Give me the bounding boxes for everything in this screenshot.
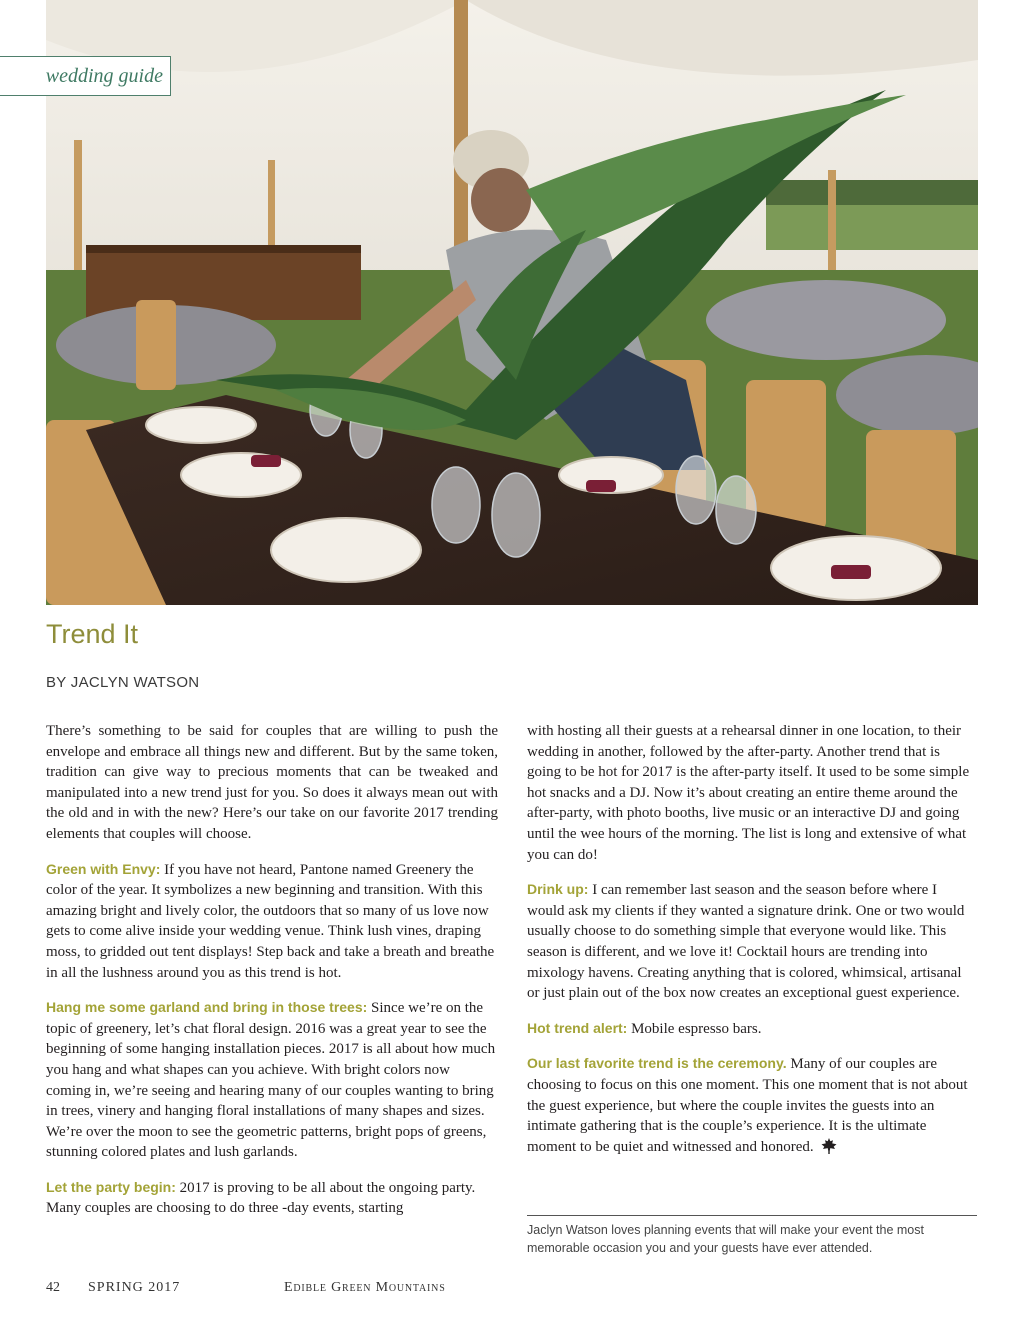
- party-continued-paragraph: with hosting all their guests at a rehearsal dinner in one location, to their wedding in another, followed by the after-party. Another trend that is going to be hot for 2017 is the after-party itself. It used to be some simple hot snacks and a DJ. Now it’s about creating an entire theme around the after-party, with photo booths, live music or an interactive DJ and going until the wee hours of the morning. The list is long and extensive of what you can do!: [527, 723, 970, 863]
- section-tag-label: wedding guide: [45, 64, 163, 87]
- green-heading: Green with Envy:: [46, 860, 161, 877]
- intro-paragraph: There’s something to be said for couples that are willing to push the envelope and embrace all things new and different. But by the same token, tradition can give way to precious moments that can be tweaked and manipulated into a new trend just for you. So does it always mean out with the old and in with the new? Here’s our take on our favorite 2017 trending elements that couples will choose.: [46, 723, 498, 842]
- drink-paragraph: [527, 879, 977, 1004]
- page-number: 42: [46, 1280, 60, 1295]
- hot-trend-paragraph: [527, 1018, 977, 1040]
- party-heading: Let the party begin:: [46, 1178, 176, 1195]
- hot-trend-body: Mobile espresso bars.: [631, 1020, 762, 1037]
- ceremony-heading: Our last favorite trend is the ceremony.: [527, 1055, 787, 1072]
- section-tag: [0, 56, 171, 96]
- green-paragraph: [46, 859, 498, 984]
- garland-paragraph: [46, 997, 498, 1163]
- green-body: If you have not heard, Pantone named Greenery the color of the year. It symbolizes a new beginning and transition. With this amazing bright and lively color, the outdoors that so many of us love now gets to come alive inside your wedding venue. Think lush vines, draping moss, to gridded out tent displays! Step back and take a breath and breathe in all the lushness around you as this trend is hot.: [46, 861, 495, 981]
- author-bio: Jaclyn Watson loves planning events that will make your event the most memorable occasion you and your guests have ever attended.: [527, 1223, 924, 1255]
- drink-body: I can remember last season and the season before where I would ask my clients if they wanted a signature drink. One or two would usually choose to do something simple that everyone would like. This season is different, and we love it! Cocktail hours are trending into mixology havens. Creating anything that is colored, whimsical, artisanal or just plain out of the box now creates an exceptional guest experience.: [527, 882, 965, 1002]
- party-body-start: 2017 is proving to be all about the ongoing party. Many couples are choosing to do three -day events, starting: [46, 1179, 476, 1217]
- ceremony-paragraph: [527, 1053, 977, 1160]
- party-paragraph: [46, 1177, 498, 1219]
- maple-leaf-icon: [821, 1138, 837, 1161]
- garland-body: Since we’re on the topic of greenery, let’s chat floral design. 2016 was a great year to see the beginning of some hanging installation pieces. 2017 is all about how much you hang and what shapes can you achieve. With bright colors now coming in, we’re seeing and hearing many of our couples wanting to bring in trees, vinery and hanging floral installations of many shapes and sizes. We’re over the moon to see the geometric patterns, bright pops of greens, stunning colored plates and lush garlands.: [46, 1000, 496, 1161]
- garland-heading: Hang me some garland and bring in those trees:: [46, 999, 368, 1016]
- right-column: [527, 721, 977, 1174]
- hot-trend-heading: Hot trend alert:: [527, 1019, 628, 1036]
- publication-name: Edible Green Mountains: [284, 1280, 446, 1295]
- article-title: Trend It: [46, 619, 139, 649]
- issue-label: SPRING 2017: [88, 1280, 181, 1295]
- left-column: [46, 721, 498, 1233]
- hero-photo: [46, 0, 978, 605]
- byline: BY JACLYN WATSON: [46, 674, 200, 691]
- drink-heading: Drink up:: [527, 881, 589, 898]
- bio-divider: [527, 1215, 977, 1216]
- ceremony-body: Many of our couples are choosing to focus on this one moment. This one moment that is not about the guest experience, but where the couple invites the guests into an intimate gathering that is the couple’s experience. It is the ultimate moment to be quiet and witnessed and honored.: [527, 1056, 968, 1155]
